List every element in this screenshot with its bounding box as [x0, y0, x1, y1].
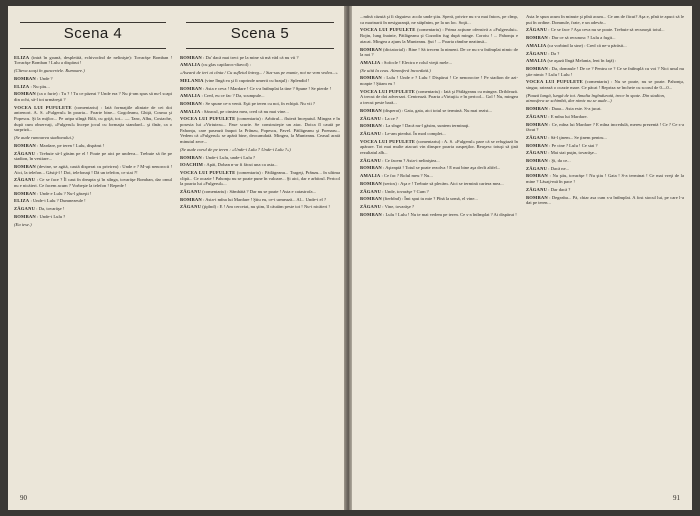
- dialogue-line: [526, 114, 684, 120]
- dialogue: [180, 55, 340, 210]
- dialogue-line: [526, 173, 684, 184]
- dialogue-line: [526, 158, 684, 164]
- speaker-name: BOMBAN: [360, 46, 382, 52]
- dialogue-line: [360, 116, 518, 122]
- speaker-name: BOMBAN: [360, 196, 382, 202]
- speaker-name: ZĂGANU: [360, 130, 382, 136]
- line-text: : Unde-i Lulu, unde-i Lulu ?: [203, 154, 256, 160]
- dialogue-line: [360, 139, 518, 156]
- dialogue-line: [526, 43, 684, 49]
- dialogue-line: [180, 101, 340, 107]
- line-text: : Se spune ce-a venit. Eşti pe teren cu noi, în echipă. Nu vii ?: [203, 100, 315, 106]
- line-text: (intră în goană, despletită, echivocînd de nelinişte): Tovarăşe Bomban ! Tovarăşe Bomban ! Lulu a dispărut !: [14, 54, 172, 66]
- dialogue-line: [360, 131, 518, 137]
- speaker-name: ZĂGANU: [526, 50, 548, 56]
- line-text: : La sînge ! Dacă nu-l găsim, suntem terminaţi.: [383, 123, 470, 129]
- line-text: : Cred, eu ce fac ? Da, scumpule...: [201, 93, 265, 99]
- dialogue-line: [14, 164, 172, 175]
- speaker-name: VOCEA LUI PUFULETE: [360, 27, 416, 33]
- line-text: : Unde ?: [37, 75, 53, 81]
- line-text: : Dacă ne...: [548, 165, 570, 171]
- dialogue-line: [360, 47, 518, 58]
- dialogue-line: [526, 79, 684, 90]
- speaker-name: BOMBAN: [526, 173, 548, 179]
- line-text: : Să-l ţinem... Se ţinem pentru...: [548, 134, 607, 140]
- speaker-name: ZĂGANU: [180, 189, 202, 195]
- speaker-name: BOMBAN: [14, 190, 36, 196]
- speaker-name: BOMBAN: [526, 106, 548, 112]
- dialogue: [526, 14, 684, 206]
- speaker-name: MELANIA: [180, 77, 204, 83]
- speaker-name: BOMBAN: [180, 154, 202, 160]
- dialogue-line: [14, 198, 172, 204]
- line-text: : E mîna lui Mardare.: [548, 113, 588, 119]
- dialogue-line: [360, 173, 518, 179]
- line-text: (Se uită la ceas. Atmosferă încordată.): [360, 67, 431, 73]
- speaker-name: VOCEA LUI PUFULETE: [180, 116, 236, 122]
- dialogue-line: [360, 158, 518, 164]
- dialogue-line: [180, 189, 340, 195]
- speaker-name: BOMBAN: [526, 35, 548, 41]
- line-text: (Ea iese.): [14, 221, 32, 227]
- line-text: : Mardare, pe teren ! Lulu, dispărut !: [37, 142, 105, 148]
- speaker-name: BOMBAN: [14, 91, 36, 97]
- dialogue-line: [526, 51, 684, 57]
- dialogue-line: [360, 108, 518, 114]
- line-text: : Ce, mîna lui Mardare ? E mîna incredulă, mereu prezentă ! Ce ? Ce s-a făcut ?: [526, 121, 684, 133]
- speaker-name: AMALIA: [180, 93, 201, 99]
- line-text: (serios) : Aşa e ! Trebuie să plecăm. Aici se termină cariera mea...: [383, 180, 504, 186]
- stage-direction: [360, 68, 518, 74]
- dialogue-line: [14, 177, 172, 188]
- dialogue-line: [526, 106, 684, 112]
- dialogue-line: [526, 187, 684, 193]
- speaker-name: BOMBAN: [180, 100, 202, 106]
- line-text: (Se aude rumoarea stadionului.): [14, 135, 74, 141]
- dialogue-line: [526, 35, 684, 41]
- speaker-name: ZĂGANU: [526, 186, 548, 192]
- dialogue-line: [14, 143, 172, 149]
- speaker-name: ZĂGANU: [360, 157, 382, 163]
- line-text: (fierbînd) : Îmi spui tu mie ? Pînă la urmă, el vine...: [383, 196, 478, 202]
- speaker-name: BOMBAN: [360, 211, 382, 217]
- right-column-1: [360, 14, 518, 488]
- speaker-name: BOMBAN: [180, 196, 202, 202]
- line-text: : Unde-i Lulu ? Dumnezeule !: [30, 198, 86, 204]
- speaker-name: BOMBAN: [526, 194, 548, 200]
- dialogue-line: [360, 181, 518, 187]
- line-text: : Da, tovarăşe !: [36, 206, 65, 212]
- line-text: : Asta e ceva ! Mardare ! Ce s-a întîmplat la tine ? Spune ! Se pierde !: [203, 85, 331, 91]
- line-text: : Nu ştiu, tovarăşe ! Nu ştiu ! Gata ! S-a terminat ! Ce mai vreţi de la mine ? Lăsaţi-mă în pace !: [526, 173, 684, 185]
- speaker-name: BOMBAN: [14, 163, 36, 169]
- dialogue-line: [360, 75, 518, 86]
- dialogue-line: [14, 191, 172, 197]
- speaker-name: BOMBAN: [14, 213, 36, 219]
- stage-direction: [14, 68, 172, 74]
- line-text: (cu glas capilaroc-diavol) :: [201, 62, 251, 68]
- speaker-name: VOCEA LUI PUFULETE: [14, 104, 72, 110]
- line-text: Asta le spun acum în minute şi pînă acum... Ce am de făcut? Aşa e, pînă te apuci să le pui în ordine. Domnule, frate, e un adevăr...: [526, 14, 684, 25]
- speaker-name: VOCEA LUI PUFULETE: [180, 169, 236, 175]
- stage-direction: [180, 70, 340, 76]
- dialogue-line: [526, 27, 684, 33]
- speaker-name: ELIZA: [14, 83, 30, 89]
- speaker-name: ZĂGANU: [360, 188, 382, 194]
- line-text: (Pauză lungă, lungă de tot. Amalia îngîndurată, trece în spate. Din stadion, atmosfera se schimbă, dar nimic nu se aude...): [526, 92, 666, 104]
- speaker-name: BOMBAN: [14, 142, 36, 148]
- line-text: : Unde-i Lulu ?: [37, 213, 66, 219]
- dialogue-line: [180, 162, 340, 168]
- speaker-name: BOMBAN: [526, 121, 548, 127]
- line-text: (vine lîngă ea şi îi cuprinde umerii cu braţul) : Splendid !: [204, 77, 310, 83]
- line-text: : Mai stai puţin, tovarăşe...: [548, 150, 598, 156]
- dialogue-line: [180, 86, 340, 92]
- line-text: : Săracul, pe cinstea mea, cred că nu mai vine...: [201, 108, 289, 114]
- speaker-name: BOMBAN: [526, 158, 548, 164]
- line-text: : Dar ce să recunosc ? Lulu a fugit...: [549, 35, 616, 41]
- speaker-name: BOMBAN: [360, 123, 382, 129]
- line-text: : Da ?: [548, 50, 560, 56]
- speaker-name: AMALIA: [180, 62, 201, 68]
- page-number-left: 90: [20, 494, 27, 502]
- dialogue-line: [14, 76, 172, 82]
- speaker-name: AMALIA: [526, 42, 547, 48]
- line-text: : Lulu ! Lulu ! Nu te mai vedem pe teren. Ce s-a întîmplat ? Ai dispărut !: [383, 211, 517, 217]
- line-text: (devine, se agită, caută disperat cu privirea) : Unde e ? M-aţi nenorocit ! Aici, la telefon... Găsiţi-l ! Doi, telefonaţi ! Dă un telefon, ce stai ?!: [14, 163, 172, 175]
- speaker-name: BOMBAN: [180, 85, 202, 91]
- dialogue-line: [14, 84, 172, 90]
- line-text: (comentariu) : Sâmbătă ? Dar nu se poate ! Asta e catastrofa...: [202, 189, 317, 195]
- speaker-name: ELIZA: [14, 54, 30, 60]
- speaker-name: ZĂGANU: [526, 134, 548, 140]
- left-page: [8, 6, 346, 510]
- line-text: : Ce facem ? Asta-i neliniştea...: [382, 157, 440, 163]
- line-text: : Nu ştiu...: [30, 83, 50, 89]
- line-text: : Daaa... Asta este. S-a jucat.: [549, 106, 602, 112]
- speaker-name: BOMBAN: [360, 107, 382, 113]
- dialogue-line: [14, 91, 172, 102]
- dialogue-line: [180, 116, 340, 145]
- line-text: : Dar dacă ?: [548, 186, 571, 192]
- dialogue-line: [526, 58, 684, 64]
- line-text: (comentariu) : Nu se poate, nu se poate. Pahonţu, singur, ratează o ocazie mare. Ce păcat ! Repriza se încheie cu scorul de 0—0...: [526, 79, 684, 91]
- speaker-name: VOCEA LUI PUFULETE: [360, 88, 415, 94]
- right-column-2: [526, 14, 684, 488]
- line-text: ...mînă căzută şi îi sîrguiesc acolo unde ştiu. Speră, privire nu s-a mai întors, pe cîmp, ca marinarii în nesiguranţă, ne stăpînim, pe la un loc. Soţii...: [360, 14, 518, 25]
- speaker-name: ZĂGANU: [180, 204, 202, 210]
- dialogue-line: [360, 165, 518, 171]
- speaker-name: IOACHIM: [180, 162, 204, 168]
- dialogue-line: [526, 122, 684, 133]
- line-text: (comentariu) : A. S. «Fulgerul» pare că se refugiază în apărare. Tot mai multe atacuri vin dinspre poarta oaspeţilor. Reuşesc totuşi să ţină rezultatul alb...: [360, 138, 518, 156]
- line-text: : Ce fac ? Rolul meu ? Nu...: [381, 173, 433, 179]
- dialogue-line: [14, 151, 172, 162]
- dialogue-line: [526, 166, 684, 172]
- dialogue-line: [180, 78, 340, 84]
- dialogue-line: [360, 212, 518, 218]
- dialogue-line: [360, 196, 518, 202]
- speaker-name: AMALIA: [360, 173, 381, 179]
- dialogue-line: [180, 109, 340, 115]
- speaker-name: BOMBAN: [14, 75, 36, 81]
- line-text: : Da, domnule ! De ce ? Pentru ce ? Ce se întîmplă cu voi ? Nici unul nu ştie nimic ? Lulu ! Lulu !: [526, 65, 684, 77]
- speaker-name: ZĂGANU: [14, 206, 36, 212]
- line-text: : Unde e Lulu ? Nu-l găseşti !: [37, 190, 92, 196]
- dialogue: [14, 55, 172, 228]
- speaker-name: BOMBAN: [360, 165, 382, 171]
- line-text: (disperat) : Gata, gata, aici totul se termină. Nu mai rezist...: [383, 107, 492, 113]
- dialogue-line: [360, 123, 518, 129]
- dialogue-line: [360, 204, 518, 210]
- stage-direction: [526, 93, 684, 104]
- speaker-name: ZĂGANU: [360, 203, 382, 209]
- line-text: : Apăi, Doban n-ar fi făcut una ca asta...: [204, 162, 278, 168]
- dialogue-line: [360, 89, 518, 106]
- line-text: : Le-am pierdut. În mod complet...: [382, 130, 446, 136]
- dialogue-line: [526, 150, 684, 156]
- line-text: : Unde, tovarăşe ? Cum ?: [382, 188, 429, 194]
- line-text: (comentariu) : Iată şi Pătlăgeanu cu mingea. Driblează. A trecut de doi adversari. Centrează. Poarta «Virtuţii» e în pericol... Gol ! Nu, mingea a trecut peste bară...: [360, 88, 518, 106]
- speaker-name: BOMBAN: [360, 180, 382, 186]
- line-text: : Degeaba... Pă, chiar asa cum s-a întîmplat. A fost stocul lui, pe care l-a dat pe teren...: [526, 194, 684, 206]
- line-text: «Aseară de ieri ai cînta / Cu sufletul întreg... / Sus-sus pe munte, noi ne vom vedea...»: [180, 70, 338, 76]
- line-text: : Sofocle ! Electra e rolul vieţii mele...: [381, 59, 452, 65]
- dialogue: [360, 14, 518, 217]
- line-text: (ca vorbind la sine) : Cred că ne-a părăsit...: [547, 42, 627, 48]
- line-text: (ţipînd) : E ! Am cercetat, nu ştim, îl căutăm peste tot ! Nu-i nicăieri !: [202, 204, 330, 210]
- stage-direction: [180, 147, 340, 153]
- speaker-name: BOMBAN: [360, 75, 382, 81]
- speaker-name: ZĂGANU: [526, 27, 548, 33]
- dialogue-line: [14, 214, 172, 220]
- speaker-name: ZĂGANU: [14, 150, 36, 156]
- speaker-name: VOCEA LUI PUFULETE: [526, 79, 583, 85]
- dialogue-line: [526, 66, 684, 77]
- dialogue-line: [180, 155, 340, 161]
- line-text: : Ce se face ? Aşa ceva nu se poate. Trebuie să recunoşti totul...: [548, 27, 665, 33]
- speaker-name: AMALIA: [360, 59, 381, 65]
- line-text: : Şi, da ce...: [549, 158, 571, 164]
- stage-direction: [14, 135, 172, 141]
- line-text: : Vine, tovarăşe ?: [382, 203, 415, 209]
- dialogue-line: [526, 135, 684, 141]
- speaker-name: AMALIA: [180, 108, 201, 114]
- line-text: : Ce se face ? Îl caut în dreapta şi în stînga, tovarăşe Bomban, dar omul nu e nicăieri. Ce facem acum ? Vorbeşte la telefon ! Repede !: [14, 177, 172, 189]
- dialogue-line: [360, 189, 518, 195]
- dialogue-line: [180, 204, 340, 210]
- dialogue-line: [180, 93, 340, 99]
- line-text: (dictatorial) : Bine ! Să trecem la nimeni. De ce nu s-a întîmplat nimic de la noi ?: [360, 46, 518, 58]
- line-text: : Pe cine ? Lulu ! Ce stai ?: [549, 142, 598, 148]
- dialogue-line: [360, 14, 518, 25]
- left-column-2: [180, 14, 340, 488]
- line-text: : La ce ?: [382, 115, 398, 121]
- line-text: : Asta-i mîna lui Mardare ! Ştiu eu, ce-i urmează... Al... Unde-i el ?: [203, 196, 327, 202]
- dialogue-line: [360, 27, 518, 44]
- line-text: : Lulu ! Unde e ? Lulu ! Dispărut ! Ce nenorocire ! Pe stadion de azi-noapte ! Ştiam eu !: [360, 75, 518, 87]
- scene-title: Scena 5: [230, 25, 290, 42]
- dialogue-line: [180, 170, 340, 187]
- scene-4-heading: [20, 22, 166, 49]
- line-text: (comentariu) : Pătlăgeanu... Trageţi, Prânzu... în ultima clipă... Ce ocazie ! Pahonţu nu se poate pune în valoare... Şi aici, dar e arbitrul. Pericol la poarta lui «Fulgerul»...: [180, 169, 340, 187]
- speaker-name: ZĂGANU: [14, 177, 36, 183]
- speaker-name: VOCEA LUI PUFULETE: [360, 138, 416, 144]
- line-text: : Trebuie să-l găsim pe el ! Poate pe aici pe undeva... Trebuie să fie pe stadion, în vestiare...: [14, 150, 172, 162]
- page-number-right: 91: [673, 494, 680, 502]
- line-text: : Aşteaptă ! Totul se poate rezolva ! E mai bine aşa decît altfel...: [383, 165, 501, 171]
- speaker-name: ZĂGANU: [360, 115, 382, 121]
- dialogue-line: [526, 14, 684, 25]
- dialogue-line: [526, 195, 684, 206]
- dialogue-line: [180, 62, 340, 68]
- speaker-name: ZĂGANU: [526, 150, 548, 156]
- dialogue-line: [360, 60, 518, 66]
- line-text: (Cîteva scaşi în guncertele. Rumoare.): [14, 68, 85, 74]
- speaker-name: ZĂGANU: [526, 113, 548, 119]
- dialogue-line: [14, 105, 172, 134]
- speaker-name: AMALIA: [526, 58, 547, 64]
- line-text: (comentariu) : Prima acţiune ofensivă a «Fulgerului». Bojin, lung înainte, Pătlăgeanu şi Cozodin fug după minge. Coroiu ! ... Pahonţu e atacat. Mingea a ajuns la Munteanu. Şut ! ... Poarta rămîne neatinsă...: [360, 27, 518, 44]
- line-text: (ca o furie) : Tu ? ! Tu ce păzeai ? Unde era ? Nu ţi-am spus să nu-l scapi din ochi, să-l tot urmăreşti ?: [14, 91, 172, 102]
- line-text: (comentariu) : Iată formaţiile aliniate de cei doi antrenori. A. S. «Fulgerul» în poarta... Foarte bine... Gogoleanu, Ghiţă, Cosma şi Popescu. Şi la mijloc... Pe aripa stîngă Bilă, cu grijă, tot... — Tanc, Albu, Costache, după cum observaţi, «Fulgerul» începe jocul cu formaţia standard... şi tînăr, ca o surpriză...: [14, 104, 172, 133]
- speaker-name: ZĂGANU: [526, 165, 548, 171]
- line-text: (se aşază lîngă Melania, lent în faţă) :: [547, 58, 617, 64]
- right-page: [352, 6, 692, 510]
- speaker-name: ELIZA: [14, 198, 30, 204]
- stage-direction: [14, 222, 172, 228]
- dialogue-line: [14, 206, 172, 212]
- speaker-name: BOMBAN: [526, 142, 548, 148]
- line-text: : Da' dacă mai treci pe la mine să mă văd că nu vii ?: [203, 54, 299, 60]
- line-text: (comentariu) : Arbitrul... fluieră începutul. Mingea e în posesia lui «Virtutea»... Pase scurte. Se construieşte un atac. Doica îl caută pe Pahonţu, care pasează înapoi la Prânzu, Popescu, Pavel. Pătlăgeanu şi Poenaru... Vedem că «Fulgerul» se apără bine, deocamdată. Mingea, la Munteanu. Ceasul arată minutul zece...: [180, 116, 340, 145]
- dialogue-line: [180, 55, 340, 61]
- left-column-1: [14, 14, 172, 488]
- speaker-name: BOMBAN: [180, 54, 202, 60]
- scene-5-heading: [186, 22, 334, 49]
- dialogue-line: [526, 143, 684, 149]
- speaker-name: BOMBAN: [526, 65, 548, 71]
- scene-title: Scena 4: [63, 25, 123, 42]
- line-text: (Se aude corul de pe teren : «Unde-i Lulu ? Unde-i Lulu ?»): [180, 146, 291, 152]
- dialogue-line: [14, 55, 172, 66]
- dialogue-line: [180, 197, 340, 203]
